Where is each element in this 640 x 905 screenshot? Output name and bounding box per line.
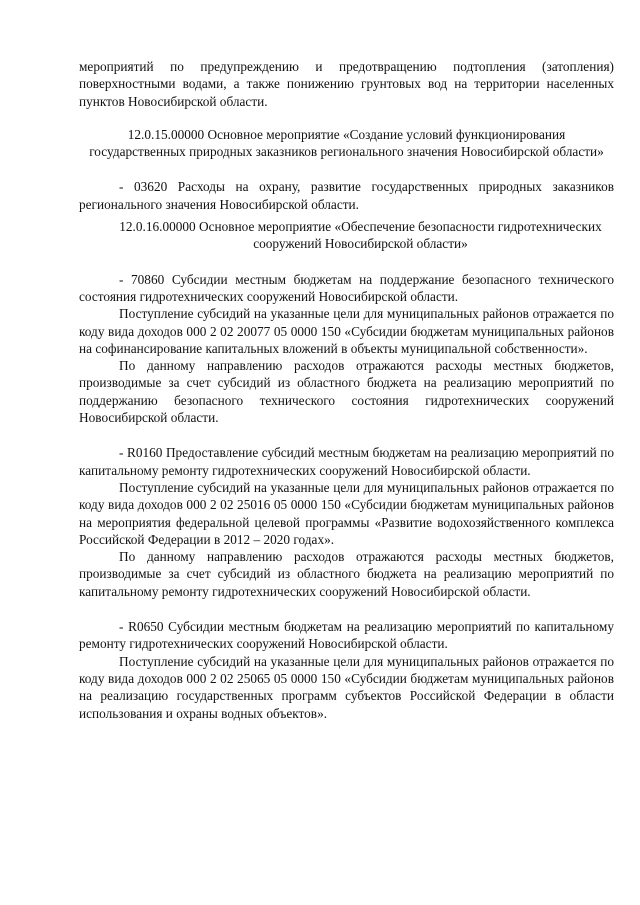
section-heading-12-0-16: 12.0.16.00000 Основное мероприятие «Обеспечение безопасности гидротехнических сооружений Новосибирской области» <box>119 219 602 252</box>
section-heading-12-0-15: 12.0.15.00000 Основное мероприятие «Создание условий функционирования государственных природных заказников регионального значения Новосибирской области» <box>89 126 604 160</box>
item-r0650-revenue: Поступление субсидий на указанные цели для муниципальных районов отражается по коду вида доходов 000 2 02 25065 05 0000 150 «Субсидии бюджетам муниципальных районов на реализацию государственных программ субъектов Российской Федерации в области использования и охраны водных объектов». <box>79 653 614 721</box>
item-r0160-title: - R0160 Предоставление субсидий местным бюджетам на реализацию мероприятий по капитальному ремонту гидротехнических сооружений Новосибирской области. <box>79 445 614 478</box>
item-03620: - 03620 Расходы на охрану, развитие государственных природных заказников регионального значения Новосибирской области. <box>79 179 614 212</box>
item-70860-revenue: Поступление субсидий на указанные цели для муниципальных районов отражается по коду вида доходов 000 2 02 20077 05 0000 150 «Субсидии бюджетам муниципальных районов на софинансирование капитальных вложений в объекты муниципальной собственности». <box>79 306 614 356</box>
intro-paragraph: мероприятий по предупреждению и предотвращению подтопления (затопления) поверхностными водами, а также понижению грунтовых вод на территории населенных пунктов Новосибирской области. <box>79 59 614 109</box>
item-r0650-title: - R0650 Субсидии местным бюджетам на реализацию мероприятий по капитальному ремонту гидротехнических сооружений Новосибирской области. <box>79 619 614 652</box>
item-70860-title: - 70860 Субсидии местным бюджетам на поддержание безопасного технического состояния гидротехнических сооружений Новосибирской области. <box>79 271 614 304</box>
item-r0160-revenue: Поступление субсидий на указанные цели для муниципальных районов отражается по коду вида доходов 000 2 02 25016 05 0000 150 «Субсидии бюджетам муниципальных районов на мероприятия федеральной целевой программы «Развитие водохозяйственного комплекса Российской Федерации в 2012 – 2020 годах». <box>79 479 614 547</box>
item-r0160-expense: По данному направлению расходов отражаются расходы местных бюджетов, производимые за счет субсидий из областного бюджета на реализацию мероприятий по капитальному ремонту гидротехнических сооружений Новосибирской области. <box>79 549 614 599</box>
item-70860-expense: По данному направлению расходов отражаются расходы местных бюджетов, производимые за счет субсидий из областного бюджета на реализацию мероприятий по поддержанию безопасного технического состояния гидротехнических сооружений Новосибирской области. <box>79 358 614 426</box>
